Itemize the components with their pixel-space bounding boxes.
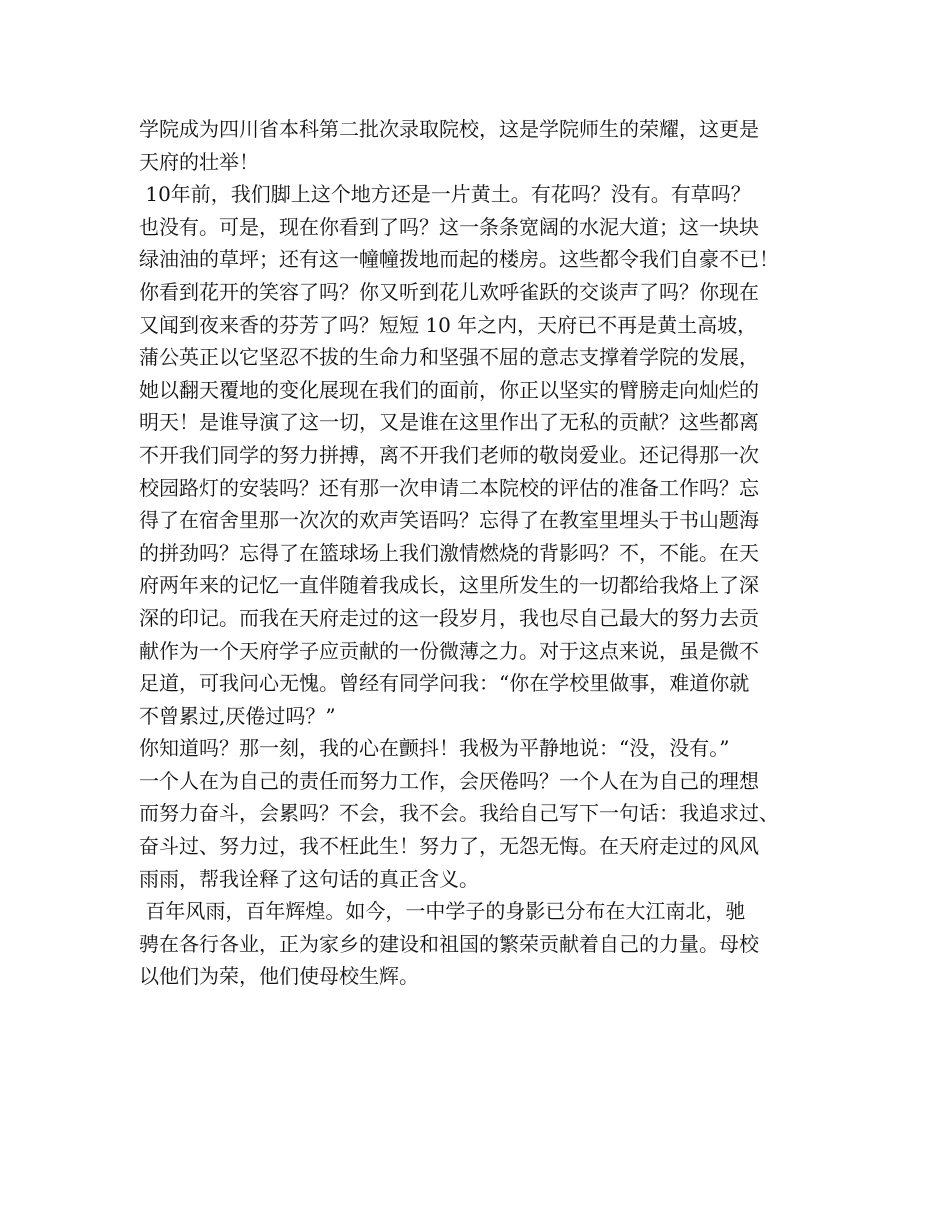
text-line: 又闻到夜来香的芬芳了吗？短短 10 年之内，天府已不再是黄土高坡， (139, 312, 758, 337)
text-line: 深的印记。而我在天府走过的这一段岁月，我也尽自己最大的努力去贡 (139, 605, 759, 630)
text-line: 骋在各行各业，正为家乡的建设和祖国的繁荣贡献着自己的力量。母校 (139, 931, 759, 956)
text-line: 而努力奋斗，会累吗？不会，我不会。我给自己写下一句话：我追求过、 (139, 801, 779, 826)
text-line: 明天！是谁导演了这一切，又是谁在这里作出了无私的贡献？这些都离 (139, 410, 759, 435)
text-line: 你看到花开的笑容了吗？你又听到花儿欢呼雀跃的交谈声了吗？你现在 (139, 279, 759, 304)
text-line: 你知道吗？那一刻，我的心在颤抖！我极为平静地说：“没，没有。” (139, 736, 730, 761)
text-line: 一个人在为自己的责任而努力工作，会厌倦吗？一个人在为自己的理想 (139, 768, 759, 793)
text-line: 不曾累过,厌倦过吗？” (139, 703, 336, 728)
text-line: 不开我们同学的努力拼搏，离不开我们老师的敬岗爱业。还记得那一次 (139, 442, 759, 467)
body-text (139, 113, 839, 993)
text-line: 百年风雨，百年辉煌。如今，一中学子的身影已分布在大江南北，驰 (139, 899, 746, 924)
text-line: 绿油油的草坪；还有这一幢幢拨地而起的楼房。这些都令我们自豪不已！ (139, 247, 779, 272)
text-line: 以他们为荣，他们使母校生辉。 (139, 964, 419, 989)
text-line: 奋斗过、努力过，我不枉此生！努力了，无怨无悔。在天府走过的风风 (139, 834, 759, 859)
text-line: 献作为一个天府学子应贡献的一份微薄之力。对于这点来说，虽是微不 (139, 638, 759, 663)
text-line: 的拼劲吗？忘得了在篮球场上我们激情燃烧的背影吗？不，不能。在天 (139, 540, 759, 565)
text-line: 10年前，我们脚上这个地方还是一片黄土。有花吗？没有。有草吗？ (139, 182, 751, 207)
text-line: 蒲公英正以它坚忍不拔的生命力和坚强不屈的意志支撑着学院的发展， (139, 345, 759, 370)
text-line: 得了在宿舍里那一次次的欢声笑语吗？忘得了在教室里埋头于书山题海 (139, 508, 759, 533)
text-line: 天府的壮举！ (139, 149, 259, 174)
text-line: 也没有。可是，现在你看到了吗？这一条条宽阔的水泥大道；这一块块 (139, 214, 759, 239)
text-line: 雨雨，帮我诠释了这句话的真正含义。 (139, 866, 479, 891)
text-line: 学院成为四川省本科第二批次录取院校，这是学院师生的荣耀，这更是 (139, 117, 759, 141)
text-line: 她以翻天覆地的变化展现在我们的面前，你正以坚实的臂膀走向灿烂的 (139, 377, 759, 402)
text-line: 校园路灯的安装吗？还有那一次申请二本院校的评估的准备工作吗？忘 (139, 475, 759, 500)
text-line: 足道，可我问心无愧。曾经有同学问我：“你在学校里做事，难道你就 (139, 671, 750, 696)
text-line: 府两年来的记忆一直伴随着我成长，这里所发生的一切都给我烙上了深 (139, 573, 759, 598)
